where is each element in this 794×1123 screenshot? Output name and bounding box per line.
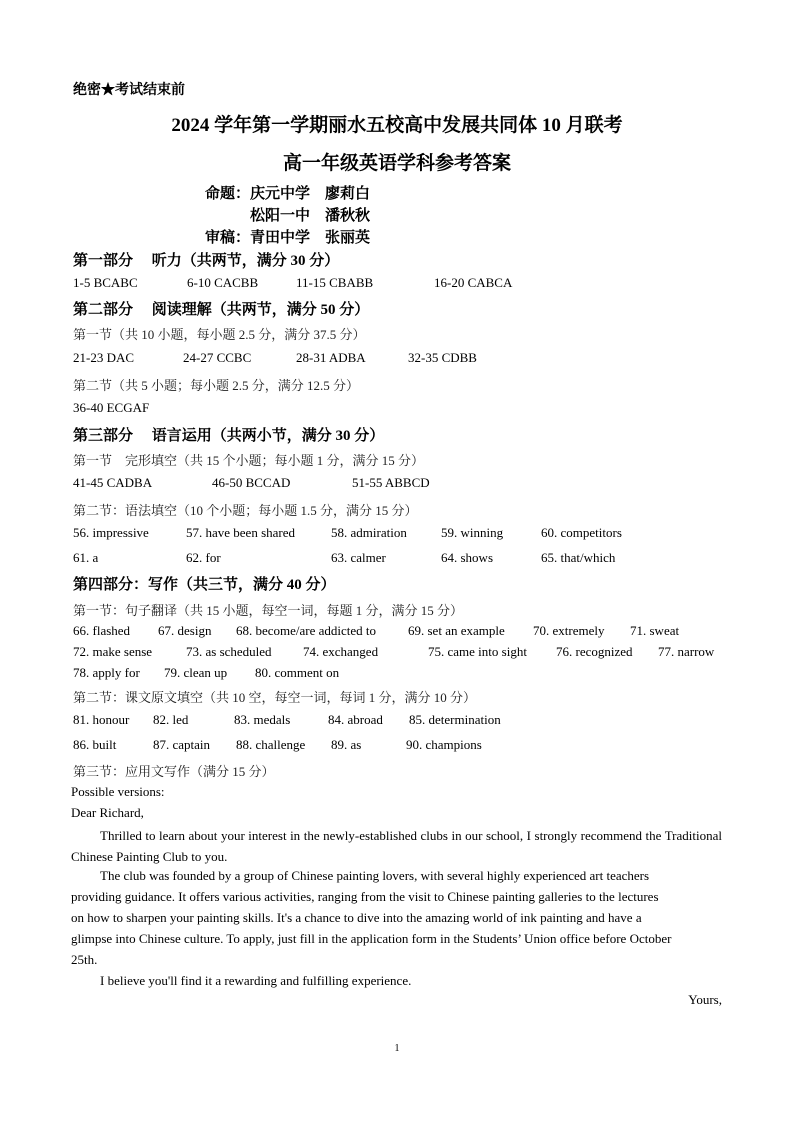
- essay-paragraph-1: Thrilled to learn about your interest in the newly-established clubs in our school, I strongly recommend the Traditional Chinese Painting Club to you.: [71, 828, 722, 864]
- part3-heading: 第三部分 语言运用（共两小节，满分 30 分）: [73, 428, 385, 444]
- translation-answer: 70. extremely: [533, 623, 605, 638]
- recall-answer: 84. abroad: [328, 712, 383, 727]
- answer-group: 41-45 CADBA: [73, 475, 153, 490]
- answer-group: 6-10 CACBB: [187, 275, 259, 290]
- document-title: 2024 学年第一学期丽水五校高中发展共同体 10 月联考: [171, 115, 623, 136]
- recall-answer: 85. determination: [409, 712, 501, 727]
- answer-group: 51-55 ABBCD: [352, 475, 430, 490]
- recall-answer: 89. as: [331, 737, 362, 752]
- recall-answer: 81. honour: [73, 712, 130, 727]
- answer-group: 46-50 BCCAD: [212, 475, 291, 490]
- section-note: 第三节：应用文写作（满分 15 分）: [73, 764, 275, 779]
- translation-answer: 76. recognized: [556, 644, 633, 659]
- section-note: 第二节（共 5 小题；每小题 2.5 分，满分 12.5 分）: [73, 378, 360, 393]
- page-number: 1: [394, 1043, 400, 1054]
- grammar-answer: 63. calmer: [331, 550, 386, 565]
- proposer-1: 庆元中学 廖莉白: [250, 186, 371, 202]
- grammar-answer: 57. have been shared: [186, 525, 296, 540]
- translation-answer: 68. become/are addicted to: [236, 623, 377, 638]
- answer-group: 24-27 CCBC: [183, 350, 252, 365]
- section-note: 第一节 完形填空（共 15 个小题；每小题 1 分，满分 15 分）: [73, 453, 425, 468]
- proposer-line-1: [205, 182, 370, 203]
- part4-heading: 第四部分：写作（共三节，满分 40 分）: [73, 577, 336, 593]
- translation-answer: 77. narrow: [658, 644, 715, 659]
- proposer-2: 松阳一中 潘秋秋: [250, 208, 371, 224]
- reviewer: 青田中学 张丽英: [250, 230, 371, 246]
- section-note: 第二节：语法填空（10 个小题；每小题 1.5 分，满分 15 分）: [73, 503, 418, 518]
- proposer-label: 命题：: [205, 186, 251, 202]
- section-note: 第一节（共 10 小题，每小题 2.5 分，满分 37.5 分）: [73, 327, 366, 342]
- recall-answer: 82. led: [153, 712, 189, 727]
- essay-paragraph-3: I believe you'll find it a rewarding and fulfilling experience.: [100, 973, 412, 988]
- reviewer-line: [205, 226, 370, 247]
- part1-heading: 第一部分 听力（共两节，满分 30 分）: [73, 253, 340, 269]
- essay-intro: Possible versions:: [71, 784, 165, 799]
- translation-answer: 66. flashed: [73, 623, 131, 638]
- answer-group: 11-15 CBABB: [296, 275, 374, 290]
- answer-group: 32-35 CDBB: [408, 350, 477, 365]
- translation-answer: 72. make sense: [73, 644, 153, 659]
- answer-group: 28-31 ADBA: [296, 350, 366, 365]
- confidential-label: 绝密★考试结束前: [73, 83, 185, 98]
- answer-group: 16-20 CABCA: [434, 275, 513, 290]
- translation-answer: 71. sweat: [630, 623, 680, 638]
- document-subtitle: 高一年级英语学科参考答案: [282, 153, 511, 174]
- answer-group: 21-23 DAC: [73, 350, 135, 365]
- translation-answer: 75. came into sight: [428, 644, 527, 659]
- grammar-answer: 58. admiration: [331, 525, 407, 540]
- translation-answer: 80. comment on: [255, 665, 340, 680]
- essay-paragraph-2-line: 25th.: [71, 952, 98, 967]
- essay-paragraph-2-line: glimpse into Chinese culture. To apply, just fill in the application form in the Students’ Union office before October: [71, 931, 672, 946]
- grammar-answer: 56. impressive: [73, 525, 149, 540]
- translation-answer: 78. apply for: [73, 665, 140, 680]
- recall-answer: 83. medals: [234, 712, 291, 727]
- essay-greeting: Dear Richard,: [71, 805, 144, 820]
- section-note: 第二节：课文原文填空（共 10 空，每空一词，每词 1 分，满分 10 分）: [73, 690, 477, 705]
- part2-heading: 第二部分 阅读理解（共两节，满分 50 分）: [73, 302, 370, 318]
- grammar-answer: 59. winning: [441, 525, 504, 540]
- section-note: 第一节：句子翻译（共 15 小题，每空一词，每题 1 分，满分 15 分）: [73, 603, 464, 618]
- answer-group: 36-40 ECGAF: [73, 400, 150, 415]
- grammar-answer: 62. for: [186, 550, 221, 565]
- reviewer-label: 审稿：: [205, 230, 251, 246]
- grammar-answer: 65. that/which: [541, 550, 616, 565]
- translation-answer: 73. as scheduled: [186, 644, 272, 659]
- grammar-answer: 60. competitors: [541, 525, 622, 540]
- translation-answer: 74. exchanged: [303, 644, 379, 659]
- recall-answer: 86. built: [73, 737, 117, 752]
- essay-paragraph-2-line: The club was founded by a group of Chinese painting lovers, with several highly experienced art teachers: [100, 868, 650, 883]
- recall-answer: 90. champions: [406, 737, 482, 752]
- grammar-answer: 61. a: [73, 550, 99, 565]
- translation-answer: 67. design: [158, 623, 212, 638]
- answer-group: 1-5 BCABC: [73, 275, 138, 290]
- translation-answer: 69. set an example: [408, 623, 505, 638]
- essay-closing: Yours,: [688, 992, 722, 1007]
- recall-answer: 88. challenge: [236, 737, 306, 752]
- essay-paragraph-2-line: providing guidance. It offers various activities, ranging from the visit to Chinese painting galleries to the lectures: [71, 889, 659, 904]
- essay-paragraph-2-line: on how to sharpen your painting skills. It's a chance to dive into the amazing world of ink painting and have a: [71, 910, 642, 925]
- recall-answer: 87. captain: [153, 737, 211, 752]
- grammar-answer: 64. shows: [441, 550, 494, 565]
- translation-answer: 79. clean up: [164, 665, 228, 680]
